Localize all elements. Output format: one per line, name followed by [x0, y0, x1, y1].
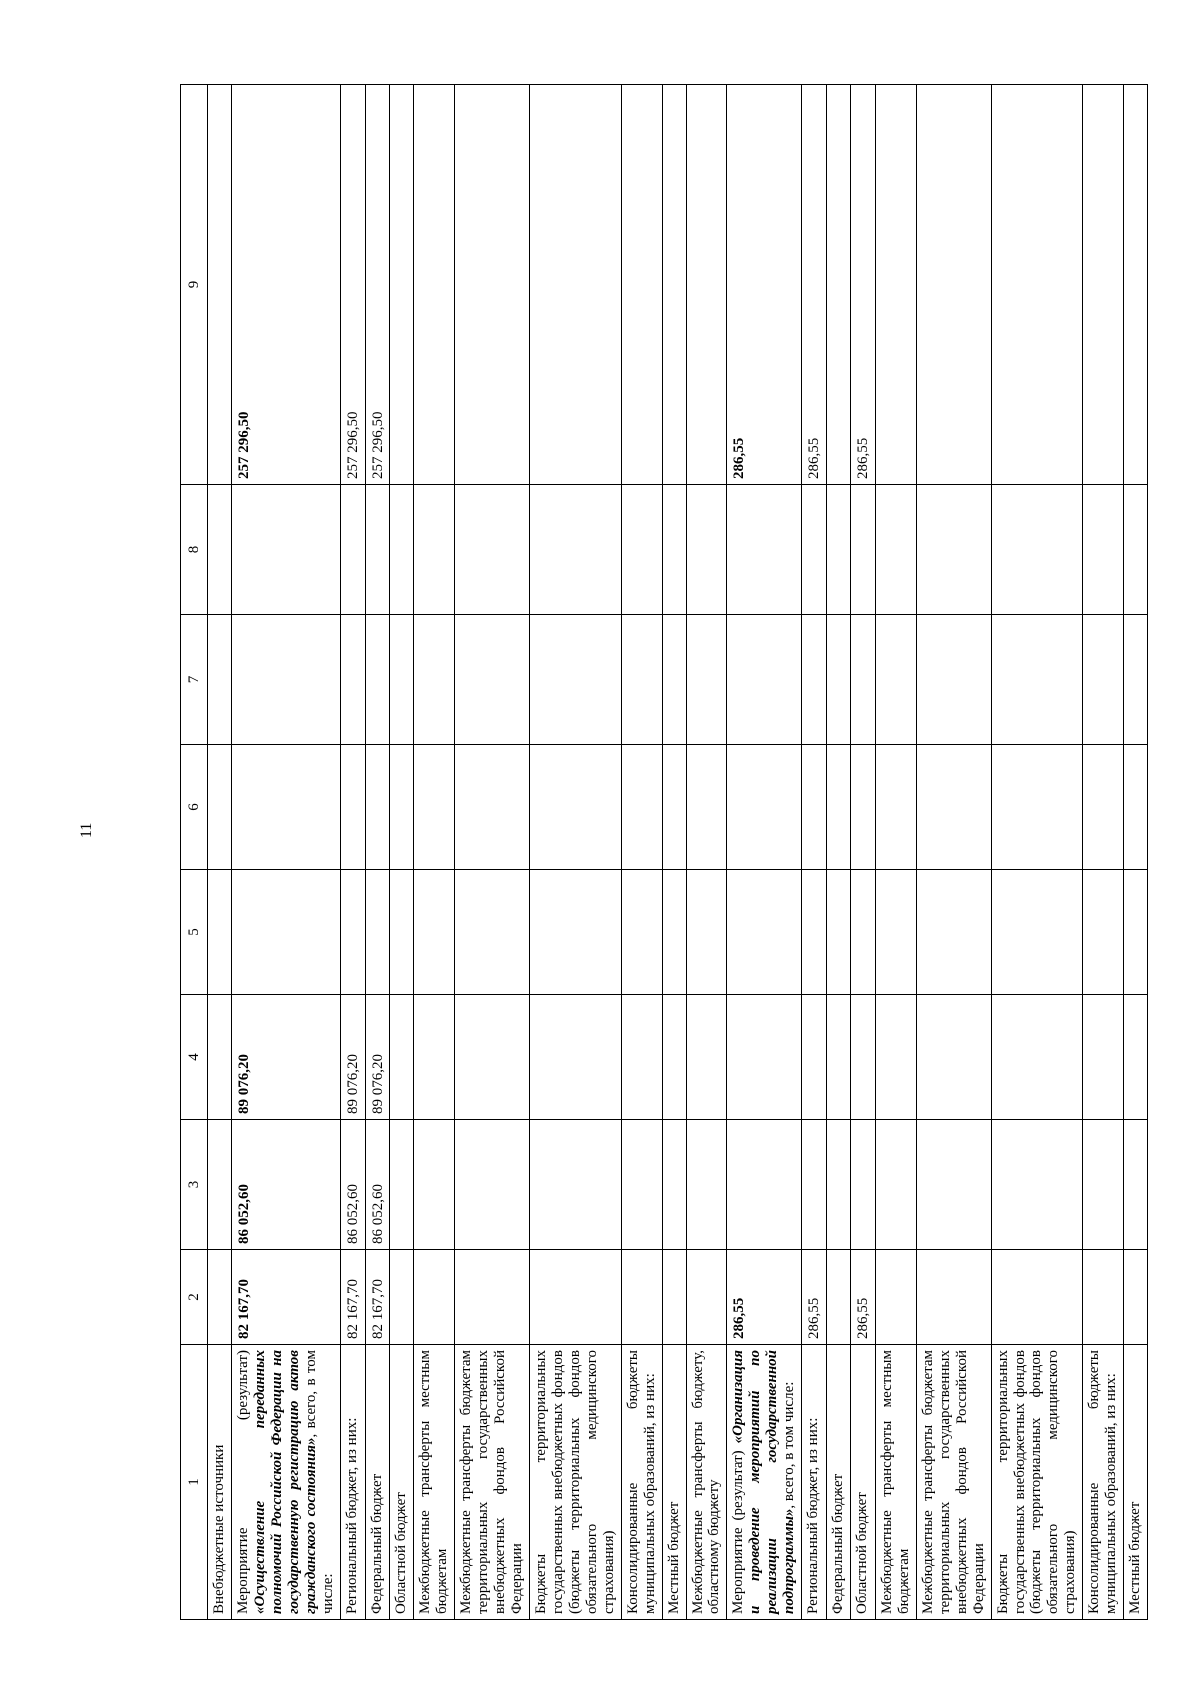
table-cell: [875, 485, 916, 615]
table-cell: [827, 485, 851, 615]
col-header-6: 6: [181, 745, 208, 870]
table-row: [530, 85, 622, 1620]
table-cell: [340, 485, 365, 615]
table-cell: [827, 85, 851, 485]
table-cell: 286,55: [727, 1250, 802, 1345]
table-cell: [414, 485, 455, 615]
table-cell: [208, 870, 232, 995]
table-cell: [621, 485, 662, 615]
table-cell: [686, 1120, 727, 1250]
col-header-3: 3: [181, 1120, 208, 1250]
table-cell: [530, 870, 622, 995]
table-cell: [390, 85, 414, 485]
row-label-emphasis: «Организация и проведение мероприятий по реализации государственной подпрограммы»: [730, 1350, 798, 1614]
table-cell: [1124, 615, 1148, 745]
table-row: [231, 85, 340, 1620]
table-cell: 286,55: [727, 85, 802, 485]
table-cell: [686, 745, 727, 870]
row-label-prefix: Мероприятие (результат): [730, 1443, 747, 1614]
table-row: [1083, 85, 1124, 1620]
table-cell: [621, 1120, 662, 1250]
table-cell: [414, 870, 455, 995]
row-label: Межбюджетные трансферты местным бюджетам: [875, 1345, 916, 1620]
table-cell: [530, 995, 622, 1120]
table-cell: [208, 485, 232, 615]
table-cell: [390, 870, 414, 995]
table-cell: [1124, 995, 1148, 1120]
table-cell: [916, 485, 991, 615]
table-cell: [208, 1120, 232, 1250]
table-cell: [208, 615, 232, 745]
table-cell: 82 167,70: [340, 1250, 365, 1345]
table-cell: 257 296,50: [231, 85, 340, 485]
row-label: Федеральный бюджет: [827, 1345, 851, 1620]
table-cell: [1083, 485, 1124, 615]
table-cell: 86 052,60: [365, 1120, 390, 1250]
table-cell: [1124, 745, 1148, 870]
table-cell: [827, 1250, 851, 1345]
col-header-5: 5: [181, 870, 208, 995]
table-cell: [414, 995, 455, 1120]
table-row: [621, 85, 662, 1620]
table-cell: [455, 1120, 530, 1250]
row-label: Межбюджетные трансферты бюджету, областному бюджету: [686, 1345, 727, 1620]
table-cell: [802, 615, 827, 745]
col-header-2: 2: [181, 1250, 208, 1345]
table-cell: 286,55: [802, 85, 827, 485]
table-cell: [727, 745, 802, 870]
table-cell: [621, 870, 662, 995]
table-cell: [1124, 870, 1148, 995]
table-cell: 89 076,20: [365, 995, 390, 1120]
table-cell: [662, 745, 686, 870]
table-cell: [455, 615, 530, 745]
table-cell: [827, 1120, 851, 1250]
table-cell: 257 296,50: [365, 85, 390, 485]
table-cell: [455, 1250, 530, 1345]
table-cell: [231, 615, 340, 745]
table-row: [455, 85, 530, 1620]
table-cell: [916, 615, 991, 745]
table-cell: [340, 745, 365, 870]
table-cell: [621, 615, 662, 745]
row-label: Консолидированные бюджеты муниципальных образований, из них:: [1083, 1345, 1124, 1620]
table-row: [827, 85, 851, 1620]
table-cell: [727, 615, 802, 745]
table-cell: [455, 485, 530, 615]
table-cell: [991, 485, 1083, 615]
row-label: Региональный бюджет, из них:: [340, 1345, 365, 1620]
table-cell: [414, 615, 455, 745]
row-label-suffix: , всего, в том числе:: [781, 1381, 798, 1509]
row-label-prefix: Мероприятие (результат): [234, 1350, 251, 1614]
table-cell: [1124, 1250, 1148, 1345]
table-cell: [1124, 85, 1148, 485]
col-header-8: 8: [181, 485, 208, 615]
table-cell: 86 052,60: [340, 1120, 365, 1250]
table-cell: [851, 485, 876, 615]
table-cell: [991, 1120, 1083, 1250]
table-cell: [390, 1120, 414, 1250]
table-cell: [208, 85, 232, 485]
table-cell: [802, 485, 827, 615]
table-cell: [991, 1250, 1083, 1345]
table-cell: 286,55: [851, 85, 876, 485]
table-cell: [875, 1250, 916, 1345]
table-cell: [991, 615, 1083, 745]
table-cell: [1124, 485, 1148, 615]
col-header-4: 4: [181, 995, 208, 1120]
table-row: [662, 85, 686, 1620]
table-cell: [208, 745, 232, 870]
table-row: [727, 85, 802, 1620]
table-cell: [340, 870, 365, 995]
row-label: Внебюджетные источники: [208, 1345, 232, 1620]
table-cell: 82 167,70: [365, 1250, 390, 1345]
table-cell: [875, 85, 916, 485]
table-body: [208, 85, 1148, 1620]
row-label: Областной бюджет: [390, 1345, 414, 1620]
table-cell: [851, 870, 876, 995]
table-cell: [727, 995, 802, 1120]
table-cell: [621, 85, 662, 485]
row-label: Местный бюджет: [1124, 1345, 1148, 1620]
table-row: [916, 85, 991, 1620]
table-row: [1124, 85, 1148, 1620]
table-cell: [455, 870, 530, 995]
table-cell: [1083, 1250, 1124, 1345]
table-cell: [455, 85, 530, 485]
table-cell: [991, 745, 1083, 870]
table-cell: [686, 485, 727, 615]
row-label: Межбюджетные трансферты бюджетам территориальных государственных внебюджетных фондов Российской Федерации: [916, 1345, 991, 1620]
row-label: [231, 1345, 340, 1620]
table-cell: [727, 870, 802, 995]
table-cell: [662, 485, 686, 615]
table-cell: [530, 485, 622, 615]
table-cell: 86 052,60: [231, 1120, 340, 1250]
table-cell: [1083, 870, 1124, 995]
row-label: Межбюджетные трансферты местным бюджетам: [414, 1345, 455, 1620]
table-cell: [621, 745, 662, 870]
table-cell: [727, 485, 802, 615]
table-cell: [390, 1250, 414, 1345]
table-cell: [414, 1120, 455, 1250]
row-label: [727, 1345, 802, 1620]
table-row: [851, 85, 876, 1620]
table-cell: [875, 615, 916, 745]
table-cell: [916, 870, 991, 995]
table-cell: [662, 85, 686, 485]
table-row: [991, 85, 1083, 1620]
table-row: [686, 85, 727, 1620]
table-cell: [851, 745, 876, 870]
col-header-1: 1: [181, 1345, 208, 1620]
table-cell: 286,55: [851, 1250, 876, 1345]
table-cell: 82 167,70: [231, 1250, 340, 1345]
row-label: Региональный бюджет, из них:: [802, 1345, 827, 1620]
table-cell: [390, 615, 414, 745]
table-cell: [916, 745, 991, 870]
col-header-7: 7: [181, 615, 208, 745]
table-cell: [916, 1250, 991, 1345]
table-cell: [875, 1120, 916, 1250]
table-cell: [1083, 615, 1124, 745]
table-cell: [686, 85, 727, 485]
table-cell: [802, 745, 827, 870]
table-cell: [686, 1250, 727, 1345]
table-cell: [530, 85, 622, 485]
table-cell: [662, 1120, 686, 1250]
table-cell: [827, 870, 851, 995]
table-row: [340, 85, 365, 1620]
table-cell: [530, 745, 622, 870]
table-cell: 286,55: [802, 1250, 827, 1345]
table-cell: [414, 1250, 455, 1345]
table-cell: [390, 745, 414, 870]
table-cell: [827, 615, 851, 745]
table-cell: [916, 85, 991, 485]
table-cell: [390, 995, 414, 1120]
table-cell: [365, 745, 390, 870]
table-row: [802, 85, 827, 1620]
table-cell: [455, 745, 530, 870]
table-cell: [686, 995, 727, 1120]
header-row: [181, 85, 208, 1620]
table-cell: [851, 1120, 876, 1250]
table-cell: [208, 1250, 232, 1345]
table-row: [875, 85, 916, 1620]
table-cell: [390, 485, 414, 615]
table-cell: [662, 1250, 686, 1345]
table-cell: [991, 85, 1083, 485]
table-row: [208, 85, 232, 1620]
table-cell: 257 296,50: [340, 85, 365, 485]
row-label: Межбюджетные трансферты бюджетам территориальных государственных внебюджетных фондов Российской Федерации: [455, 1345, 530, 1620]
table-cell: [1083, 995, 1124, 1120]
table-cell: [231, 870, 340, 995]
table-cell: [365, 870, 390, 995]
table-cell: [530, 1250, 622, 1345]
table-cell: [916, 1120, 991, 1250]
budget-table: [180, 84, 1148, 1620]
row-label-emphasis: «Осуществление переданных полномочий Российской Федерации на государственную регистрацию актов гражданского состояния»: [251, 1350, 319, 1614]
table-cell: [727, 1120, 802, 1250]
table-cell: [1083, 85, 1124, 485]
table-cell: [414, 85, 455, 485]
table-row: [414, 85, 455, 1620]
row-label: Бюджеты территориальных государственных внебюджетных фондов (бюджеты территориальных фондов обязательного медицинского страхования): [530, 1345, 622, 1620]
table-cell: [875, 745, 916, 870]
table-cell: [662, 615, 686, 745]
rotated-table-container: [180, 85, 1144, 1620]
col-header-9: 9: [181, 85, 208, 485]
table-cell: [414, 745, 455, 870]
table-cell: [455, 995, 530, 1120]
table-cell: [621, 995, 662, 1120]
page-number: 11: [78, 822, 95, 838]
table-cell: [802, 870, 827, 995]
table-cell: [365, 485, 390, 615]
row-label: Консолидированные бюджеты муниципальных образований, из них:: [621, 1345, 662, 1620]
row-label: Областной бюджет: [851, 1345, 876, 1620]
table-cell: 89 076,20: [340, 995, 365, 1120]
table-cell: 89 076,20: [231, 995, 340, 1120]
table-cell: [208, 995, 232, 1120]
table-cell: [827, 995, 851, 1120]
table-cell: [875, 870, 916, 995]
table-cell: [827, 745, 851, 870]
table-cell: [340, 615, 365, 745]
table-cell: [530, 615, 622, 745]
row-label: Местный бюджет: [662, 1345, 686, 1620]
table-cell: [662, 995, 686, 1120]
table-cell: [1083, 1120, 1124, 1250]
row-label: Бюджеты территориальных государственных внебюджетных фондов (бюджеты территориальных фондов обязательного медицинского страхования): [991, 1345, 1083, 1620]
table-cell: [686, 870, 727, 995]
table-cell: [231, 745, 340, 870]
table-cell: [1083, 745, 1124, 870]
table-cell: [802, 1120, 827, 1250]
row-label: Федеральный бюджет: [365, 1345, 390, 1620]
table-row: [365, 85, 390, 1620]
table-cell: [621, 1250, 662, 1345]
table-cell: [851, 615, 876, 745]
table-cell: [662, 870, 686, 995]
row-label-suffix: , всего, в том числе:: [302, 1349, 336, 1614]
table-cell: [802, 995, 827, 1120]
table-cell: [231, 485, 340, 615]
table-cell: [530, 1120, 622, 1250]
table-row: [390, 85, 414, 1620]
table-cell: [365, 615, 390, 745]
table-cell: [916, 995, 991, 1120]
table-cell: [875, 995, 916, 1120]
table-cell: [991, 870, 1083, 995]
table-cell: [991, 995, 1083, 1120]
table-cell: [851, 995, 876, 1120]
table-cell: [686, 615, 727, 745]
table-cell: [1124, 1120, 1148, 1250]
